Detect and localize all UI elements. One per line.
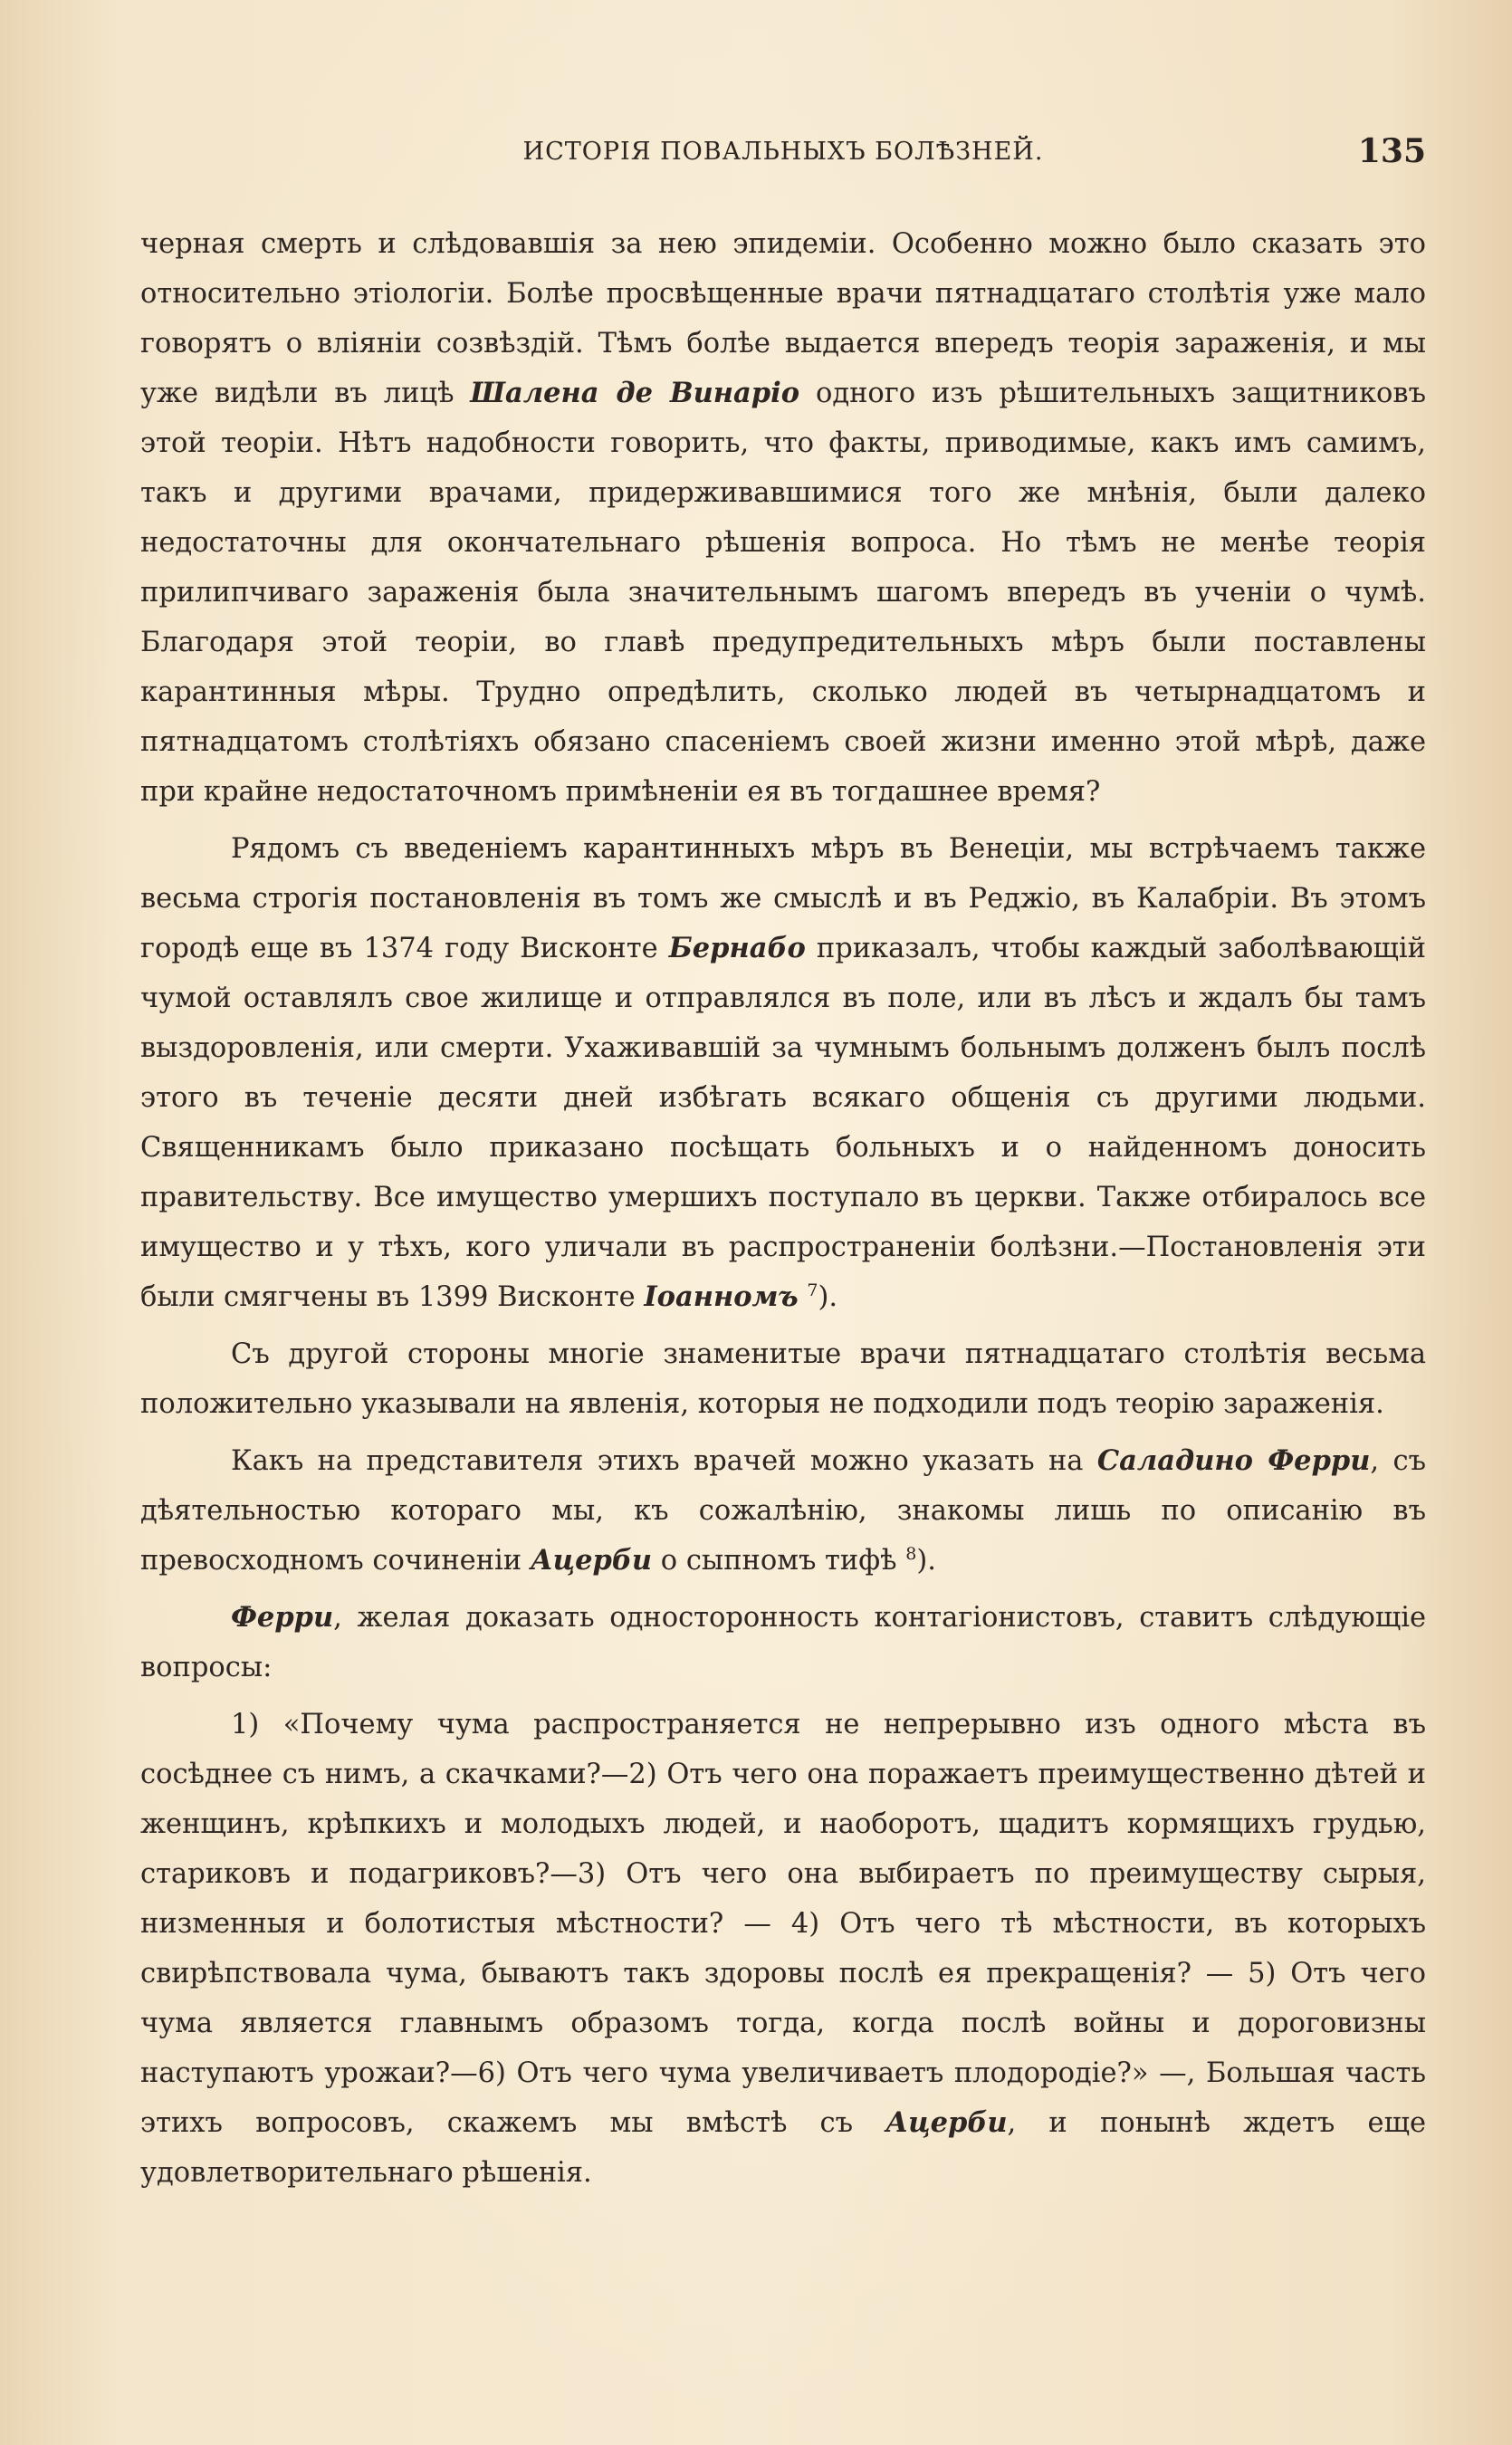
body-text (140, 219, 1426, 2198)
text-run: , и понынѣ ждетъ еще удовлетворительнаго рѣшенія. (140, 2107, 1426, 2189)
footnote-ref: 8 (905, 1543, 917, 1564)
text-run: , съ дѣятельностью котораго мы, къ сожалѣнію, знакомы лишь по описанію въ превосходномъ сочиненіи (140, 1445, 1426, 1577)
text-run: одного изъ рѣшительныхъ защитниковъ этой теоріи. Нѣтъ надобности говорить, что факты, приводимые, какъ имъ самимъ, такъ и другими врачами, придерживавшимися того же мнѣнія, были далеко недостаточны для окончательнаго рѣшенія вопроса. Но тѣмъ не менѣе теорія прилипчиваго зараженія была значительнымъ шагомъ впередъ въ ученіи о чумѣ. Благодаря этой теоріи, во главѣ предупредительныхъ мѣръ были поставлены карантинныя мѣры. Трудно опредѣлить, сколько людей въ четырнадцатомъ и пятнадцатомъ столѣтіяхъ обязано спасеніемъ своей жизни именно этой мѣрѣ, даже при крайне недостаточномъ примѣненіи ея въ тогдашнее время? (140, 378, 1426, 808)
text-run: , желая доказать односторонность контагіонистовъ, ставитъ слѣдующіе вопросы: (140, 1602, 1426, 1683)
italic-name: Іоанномъ (644, 1280, 799, 1313)
paragraph (140, 1593, 1426, 1692)
text-run: ). (818, 1281, 838, 1313)
page-number: 135 (1357, 132, 1426, 170)
text-run: Съ другой стороны многіе знаменитые врачи пятнадцатаго столѣтія весьма положительно указывали на явленія, которыя не подходили подъ теорію зараженія. (140, 1338, 1426, 1420)
text-run: 1) «Почему чума распространяется не непрерывно изъ одного мѣста въ сосѣднее съ нимъ, а скачками?—2) Отъ чего она поражаетъ преимущественно дѣтей и женщинъ, крѣпкихъ и молодыхъ людей, и наоборотъ, щадитъ кормящихъ грудью, стариковъ и подагриковъ?—3) Отъ чего она выбираетъ по преимуществу сырыя, низменныя и болотистыя мѣстности? — 4) Отъ чего тѣ мѣстности, въ которыхъ свирѣпствовала чума, бываютъ такъ здоровы послѣ ея прекращенія? — 5) Отъ чего чума является главнымъ образомъ тогда, когда послѣ войны и дороговизны наступаютъ урожаи?—6) Отъ чего чума увеличиваетъ плодородіе?» —, Большая часть этихъ вопросовъ, скажемъ мы вмѣстѣ съ (140, 1709, 1426, 2139)
italic-name: Ацерби (530, 1544, 653, 1577)
text-run: черная смерть и слѣдовавшія за нею эпидеміи. Особенно можно было сказать это относительно этіологіи. Болѣе просвѣщенные врачи пятнадцатаго столѣтія уже мало говорятъ о вліяніи созвѣздій. Тѣмъ болѣе выдается впередъ теорія зараженія, и мы уже видѣли въ лицѣ (140, 228, 1426, 409)
italic-name: Шалена де Винаріо (470, 377, 800, 409)
page-header (140, 132, 1426, 181)
italic-name: Саладино Ферри (1096, 1444, 1371, 1477)
text-run: приказалъ, чтобы каждый заболѣвающій чумой оставлялъ свое жилище и отправлялся въ поле, или въ лѣсъ и ждалъ бы тамъ выздоровленія, или смерти. Ухаживавшій за чумнымъ больнымъ долженъ былъ послѣ этого въ теченіе десяти дней избѣгать всякаго общенія съ другими людьми. Священникамъ было приказано посѣщать больныхъ и о найденномъ доносить правительству. Все имущество умершихъ поступало въ церкви. Также отбиралось все имущество и у тѣхъ, кого уличали въ распространеніи болѣзни.—Постановленія эти были смягчены въ 1399 Висконте (140, 933, 1427, 1313)
footnote-ref: 7 (807, 1280, 818, 1300)
text-run: ). (916, 1545, 936, 1577)
paragraph (140, 1329, 1426, 1429)
text-run: о сыпномъ тифѣ (652, 1545, 906, 1577)
paragraph (140, 824, 1426, 1322)
text-run: Какъ на представителя этихъ врачей можно указать на (231, 1445, 1097, 1477)
paragraph (140, 219, 1426, 817)
italic-name: Ацерби (885, 2106, 1008, 2139)
text-run: Рядомъ съ введеніемъ карантинныхъ мѣръ въ Венеціи, мы встрѣчаемъ также весьма строгія постановленія въ томъ же смыслѣ и въ Реджіо, въ Калабріи. Въ этомъ городѣ еще въ 1374 году Висконте (140, 833, 1426, 964)
text-run (799, 1281, 808, 1313)
italic-name: Ферри (231, 1601, 334, 1634)
paragraph (140, 1436, 1426, 1586)
running-title: ИСТОРІЯ ПОВАЛЬНЫХЪ БОЛѢЗНЕЙ. (522, 138, 1044, 166)
italic-name: Бернабо (668, 932, 806, 964)
paragraph (140, 1700, 1426, 2198)
